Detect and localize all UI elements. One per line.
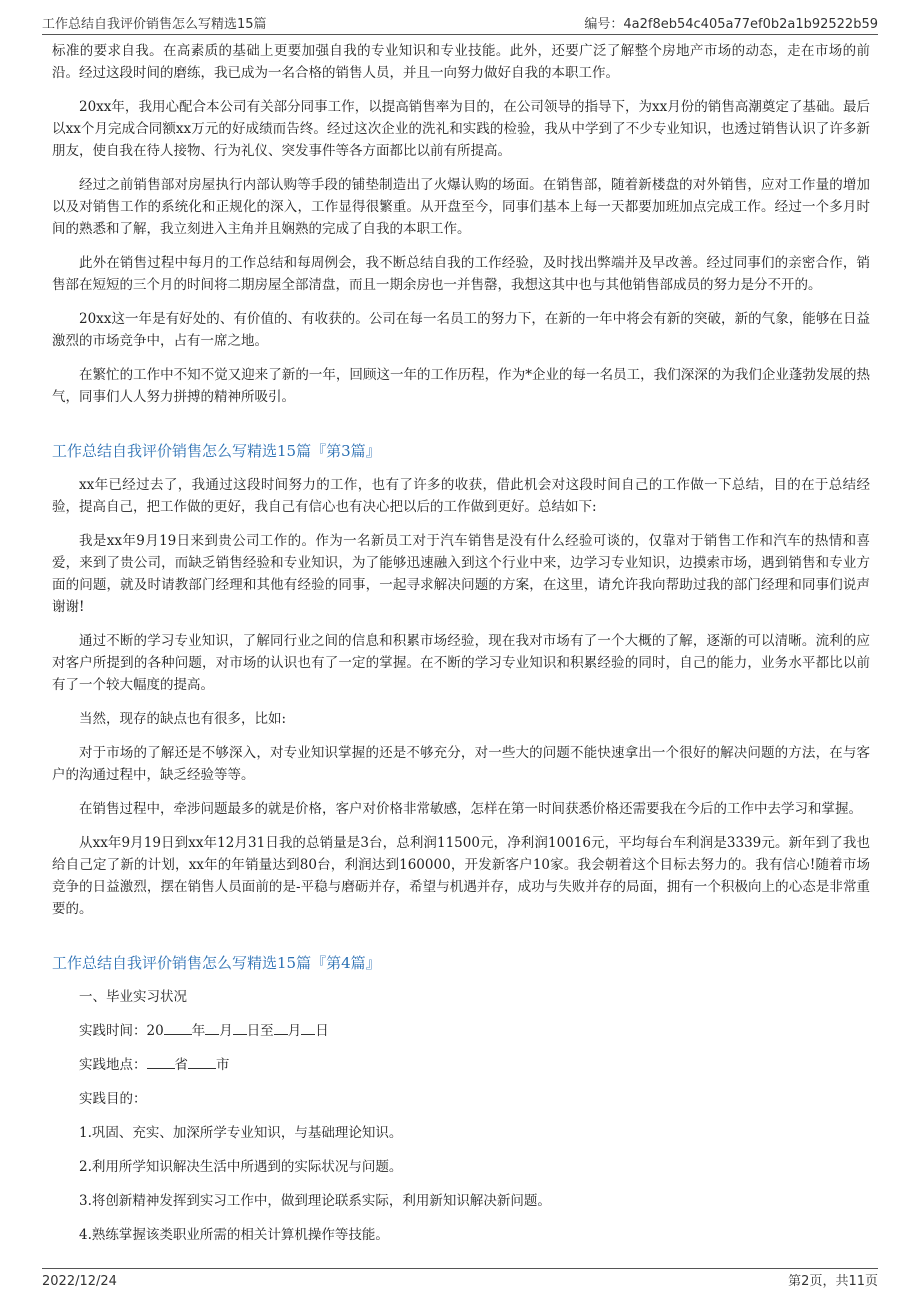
- city-blank: [188, 1054, 216, 1069]
- paragraph: 经过之前销售部对房屋执行内部认购等手段的铺垫制造出了火爆认购的场面。在销售部，随着新楼盘的对外销售，应对工作量的增加以及对销售工作的系统化和正规化的深入，工作显得很繁重。从开盘至今，同事们基本上每一天都要加班加点完成工作。经过一个多月时间的熟悉和了解，我立刻进入主角并且娴熟的完成了自我的本职工作。: [52, 177, 870, 237]
- header-title: 工作总结自我评价销售怎么写精选15篇: [42, 17, 267, 32]
- paragraph: 此外在销售过程中每月的工作总结和每周例会，我不断总结自我的工作经验，及时找出弊端并及早改善。经过同事们的亲密合作，销售部在短短的三个月的时间将二期房屋全部清盘，而且一期余房也一并售罄，我想这其中也与其他销售部成员的努力是分不开的。: [52, 255, 870, 293]
- paragraph: 当然，现存的缺点也有很多，比如:: [79, 711, 287, 727]
- paragraph: 在销售过程中，牵涉问题最多的就是价格，客户对价格非常敏感，怎样在第一时间获悉价格还需要我在今后的工作中去学习和掌握。: [79, 801, 862, 817]
- header-doc-id: 编号：4a2f8eb54c405a77ef0b2a1b92522b59: [584, 17, 878, 32]
- footer-date: 2022/12/24: [42, 1274, 117, 1289]
- paragraph: 我是xx年9月19日来到贵公司工作的。作为一名新员工对于汽车销售是没有什么经验可谈的，仅靠对于销售工作和汽车的热情和喜爱，来到了贵公司，而缺乏销售经验和专业知识，为了能够迅速融入到这个行业中来，边学习专业知识，边摸索市场，遇到销售和专业方面的问题，就及时请教部门经理和其他有经验的同事，一起寻求解决问题的方案，在这里，请允许我向帮助过我的部门经理和同事们说声谢谢!: [52, 533, 870, 615]
- day-blank: [233, 1020, 247, 1035]
- paragraph: 在繁忙的工作中不知不觉又迎来了新的一年，回顾这一年的工作历程，作为*企业的每一名员工，我们深深的为我们企业蓬勃发展的热气，同事们人人努力拼搏的精神所吸引。: [52, 367, 870, 405]
- month2-blank: [274, 1020, 288, 1035]
- document-body: [52, 40, 870, 1246]
- paragraph: 通过不断的学习专业知识，了解同行业之间的信息和积累市场经验，现在我对市场有了一个大概的了解，逐渐的可以清晰。流利的应对客户所提到的各种问题，对市场的认识也有了一定的掌握。在不断的学习专业知识和积累经验的同时，自己的能力，业务水平都比以前有了一个较大幅度的提高。: [52, 633, 870, 693]
- day-to-label: 日至: [246, 1023, 274, 1039]
- practice-place-label: 实践地点：: [79, 1057, 147, 1073]
- paragraph: 20xx这一年是有好处的、有价值的、有收获的。公司在每一名员工的努力下，在新的一年中将会有新的突破，新的气象，能够在日益激烈的市场竞争中，占有一席之地。: [52, 311, 870, 349]
- city-label: 市: [216, 1057, 230, 1073]
- page-footer: [42, 1268, 878, 1289]
- paragraph: xx年已经过去了，我通过这段时间努力的工作，也有了许多的收获，借此机会对这段时间自己的工作做一下总结，目的在于总结经验，提高自己，把工作做的更好，我自己有信心也有决心把以后的工作做到更好。总结如下:: [52, 477, 870, 515]
- heading-internship-status: 一、毕业实习状况: [79, 989, 187, 1005]
- province-label: 省: [174, 1057, 188, 1073]
- purpose-item: 4.熟练掌握该类职业所需的相关计算机操作等技能。: [79, 1227, 389, 1243]
- section-4-title: 工作总结自我评价销售怎么写精选15篇『第4篇』: [52, 954, 381, 972]
- page-header: [42, 12, 878, 35]
- month-label: 月: [219, 1023, 233, 1039]
- practice-time-line: [52, 1020, 870, 1042]
- day2-blank: [301, 1020, 315, 1035]
- section-3-title: 工作总结自我评价销售怎么写精选15篇『第3篇』: [52, 442, 381, 460]
- practice-place-line: [52, 1054, 870, 1076]
- day2-label: 日: [315, 1023, 329, 1039]
- purpose-item: 1.巩固、充实、加深所学专业知识，与基础理论知识。: [79, 1125, 403, 1141]
- footer-page-number: 第2页，共11页: [788, 1274, 878, 1289]
- month2-label: 月: [287, 1023, 302, 1039]
- purpose-item: 2.利用所学知识解决生活中所遇到的实际状况与问题。: [79, 1159, 403, 1175]
- paragraph: 20xx年，我用心配合本公司有关部分同事工作，以提高销售率为目的，在公司领导的指导下，为xx月份的销售高潮奠定了基础。最后以xx个月完成合同额xx万元的好成绩而告终。经过这次企业的洗礼和实践的检验，我从中学到了不少专业知识，也透过销售认识了许多新朋友，使自我在待人接物、行为礼仪、突发事件等各方面都比以前有所提高。: [52, 99, 870, 159]
- month-blank: [205, 1020, 219, 1035]
- practice-purpose-label: 实践目的：: [79, 1091, 147, 1107]
- year-label: 年: [191, 1023, 206, 1039]
- purpose-item: 3.将创新精神发挥到实习工作中，做到理论联系实际，利用新知识解决新问题。: [79, 1193, 551, 1209]
- paragraph: 从xx年9月19日到xx年12月31日我的总销量是3台，总利润11500元，净利润10016元，平均每台车利润是3339元。新年到了我也给自己定了新的计划，xx年的年销量达到80台，利润达到160000，开发新客户10家。我会朝着这个目标去努力的。我有信心!随着市场竞争的日益激烈，摆在销售人员面前的是-平稳与磨砺并存，希望与机遇并存，成功与失败并存的局面，拥有一个积极向上的心态是非常重要的。: [52, 835, 870, 917]
- practice-time-label: 实践时间：20: [79, 1023, 164, 1039]
- year-blank: [164, 1020, 192, 1035]
- paragraph: 对于市场的了解还是不够深入，对专业知识掌握的还是不够充分，对一些大的问题不能快速拿出一个很好的解决问题的方法，在与客户的沟通过程中，缺乏经验等等。: [52, 745, 870, 783]
- paragraph: 标准的要求自我。在高素质的基础上更要加强自我的专业知识和专业技能。此外，还要广泛了解整个房地产市场的动态，走在市场的前沿。经过这段时间的磨练，我已成为一名合格的销售人员，并且一向努力做好自我的本职工作。: [52, 43, 870, 81]
- province-blank: [147, 1054, 175, 1069]
